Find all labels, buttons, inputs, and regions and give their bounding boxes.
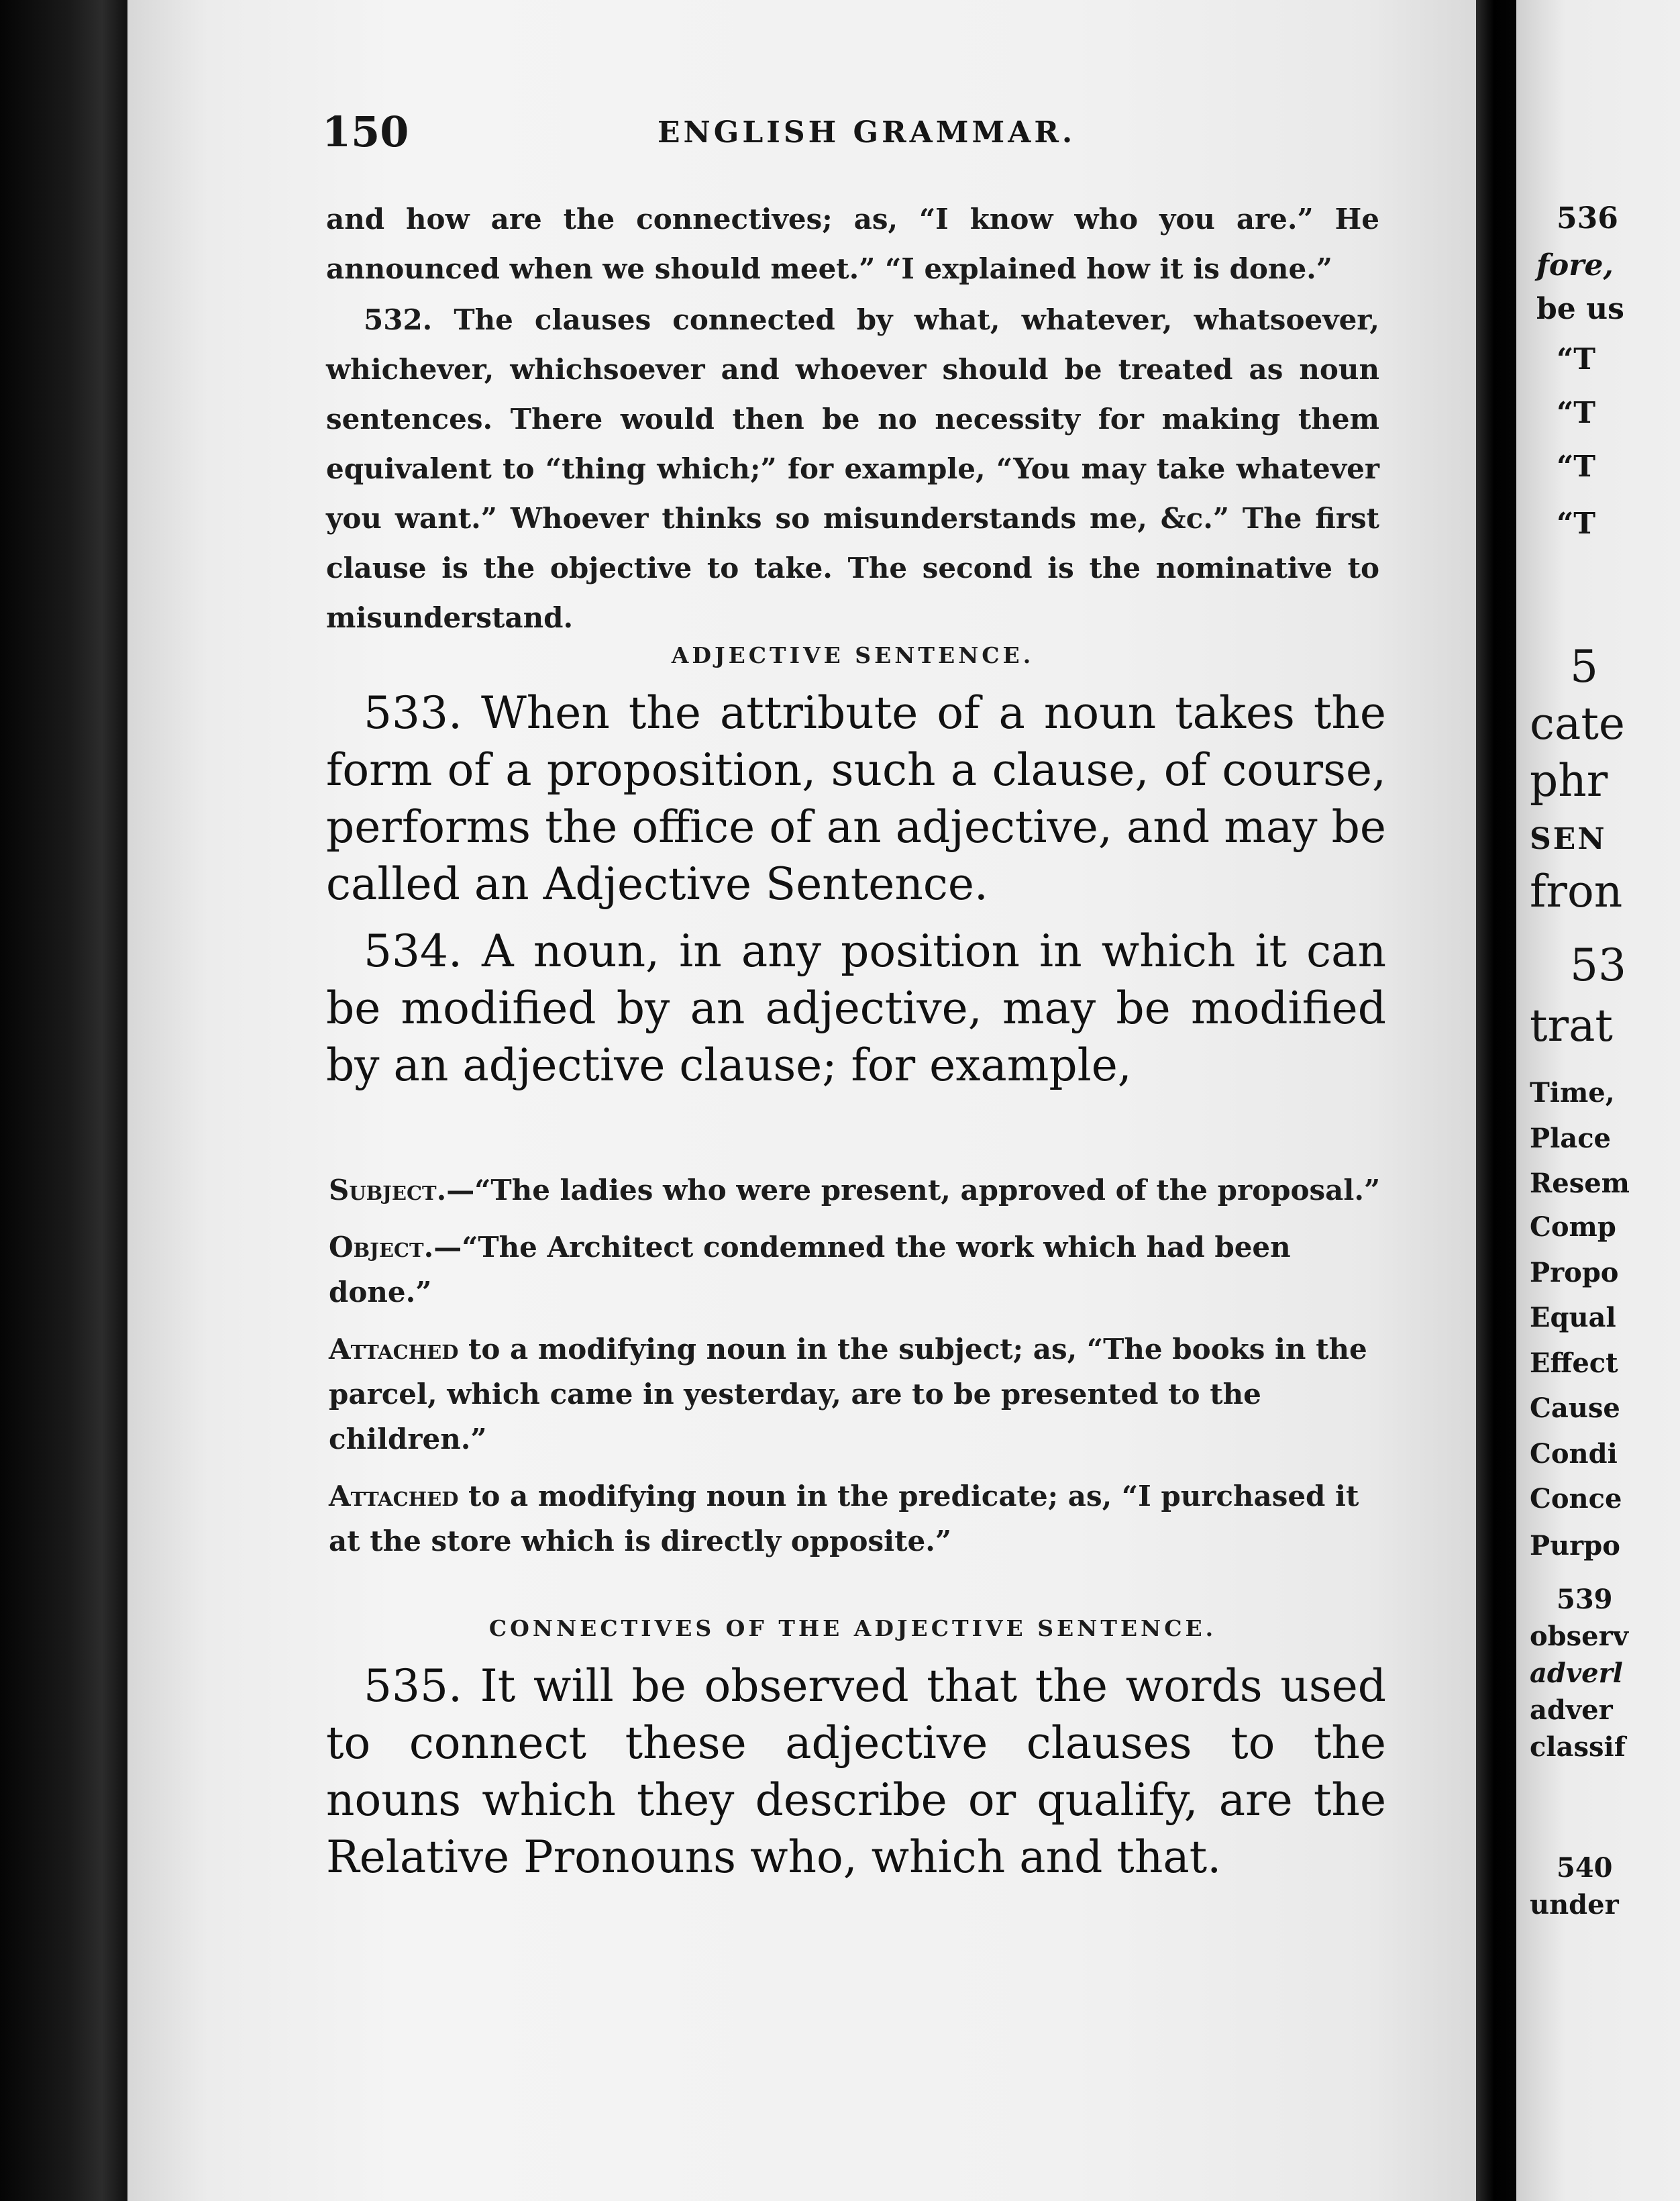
facing-line: adverl (1530, 1657, 1623, 1689)
facing-list-item: Condi (1530, 1438, 1618, 1470)
continued-paragraph (326, 195, 1379, 294)
facing-line: 536 (1557, 201, 1618, 236)
example-list (329, 1168, 1389, 1564)
facing-line: fore, (1536, 248, 1614, 283)
paragraph-534: 534. A noun, in any position in which it can be modified by an adjective, may be modified by an adjective clause; for example, (326, 925, 1386, 1091)
running-head: ENGLISH GRAMMAR. (658, 115, 1076, 150)
facing-list-item: Purpo (1530, 1530, 1620, 1562)
facing-line: 540 (1557, 1852, 1613, 1884)
example-label: Attached (329, 1480, 459, 1513)
facing-list-item: Comp (1530, 1211, 1616, 1243)
facing-list-item: Time, (1530, 1077, 1615, 1109)
facing-line: be us (1536, 292, 1624, 326)
example-attached-subject (329, 1327, 1389, 1462)
page-header (322, 107, 1382, 154)
facing-line: “T (1557, 507, 1596, 541)
facing-page-fragment (1516, 0, 1680, 2201)
facing-line: adver (1530, 1694, 1613, 1726)
facing-line: phr (1530, 755, 1608, 807)
example-attached-predicate (329, 1474, 1389, 1564)
facing-list-item: Propo (1530, 1257, 1619, 1288)
paragraph-continuation: and how are the connectives; as, “I know who you are.” He announced when we should meet.” “I explained how it is done.” (326, 203, 1379, 285)
heading-adjective-sentence: ADJECTIVE SENTENCE. (671, 642, 1035, 668)
book-spine-left (0, 0, 127, 2201)
facing-line: 5 (1570, 641, 1598, 693)
facing-line: classif (1530, 1731, 1626, 1763)
facing-line: observ (1530, 1621, 1628, 1652)
example-text: to a modifying noun in the predicate; as, “I purchased it at the store which is directly opposite.” (329, 1480, 1359, 1557)
facing-line: “T (1557, 450, 1596, 484)
paragraph-535-block (326, 1657, 1386, 1886)
facing-list-item: Place (1530, 1123, 1611, 1154)
example-text: —“The ladies who were present, approved of the proposal.” (446, 1174, 1381, 1207)
example-label: Object. (329, 1231, 434, 1264)
facing-line: “T (1557, 342, 1596, 376)
example-subject (329, 1168, 1389, 1213)
book-gutter (1476, 0, 1516, 2201)
facing-line: SEN (1530, 822, 1607, 856)
paragraph-533: 533. When the attribute of a noun takes the form of a proposition, such a clause, of course, performs the office of an adjective, and may be called an Adjective Sentence. (326, 687, 1386, 910)
example-object (329, 1225, 1389, 1315)
facing-line: cate (1530, 698, 1625, 750)
example-label: Subject. (329, 1174, 447, 1207)
example-text: —“The Architect condemned the work which had been done.” (329, 1231, 1291, 1309)
paragraph-533-block (326, 684, 1386, 913)
facing-line: 53 (1570, 939, 1626, 991)
example-label: Attached (329, 1333, 459, 1366)
facing-line: 539 (1557, 1584, 1613, 1615)
facing-list-item: Equal (1530, 1302, 1616, 1333)
facing-list-item: Conce (1530, 1483, 1622, 1515)
facing-line: trat (1530, 1000, 1613, 1052)
paragraph-532: 532. The clauses connected by what, whatever, whatsoever, whichever, whichsoever and whoever should be treated as noun sentences. There would then be no necessity for making them equivalent to “thing which;” for example, “You may take whatever you want.” Whoever thinks so misunderstands me, &c.” The first clause is the objective to take. The second is the nominative to misunderstand. (326, 303, 1379, 634)
facing-line: “T (1557, 396, 1596, 430)
paragraph-534-block (326, 923, 1386, 1094)
paragraph-535: 535. It will be observed that the words used to connect these adjective clauses to the nouns which they describe or qualify, are the Relative Pronouns who, which and that. (326, 1660, 1386, 1883)
facing-line: under (1530, 1889, 1619, 1921)
paragraph-532-block (326, 295, 1379, 643)
facing-line: fron (1530, 866, 1623, 917)
facing-list-item: Cause (1530, 1392, 1620, 1424)
example-text: to a modifying noun in the subject; as, “The books in the parcel, which came in yesterday, are to be presented to the children.” (329, 1333, 1367, 1455)
facing-list-item: Resem (1530, 1168, 1630, 1199)
page-number: 150 (322, 107, 409, 156)
facing-list-item: Effect (1530, 1347, 1618, 1379)
heading-connectives: CONNECTIVES OF THE ADJECTIVE SENTENCE. (488, 1615, 1217, 1641)
